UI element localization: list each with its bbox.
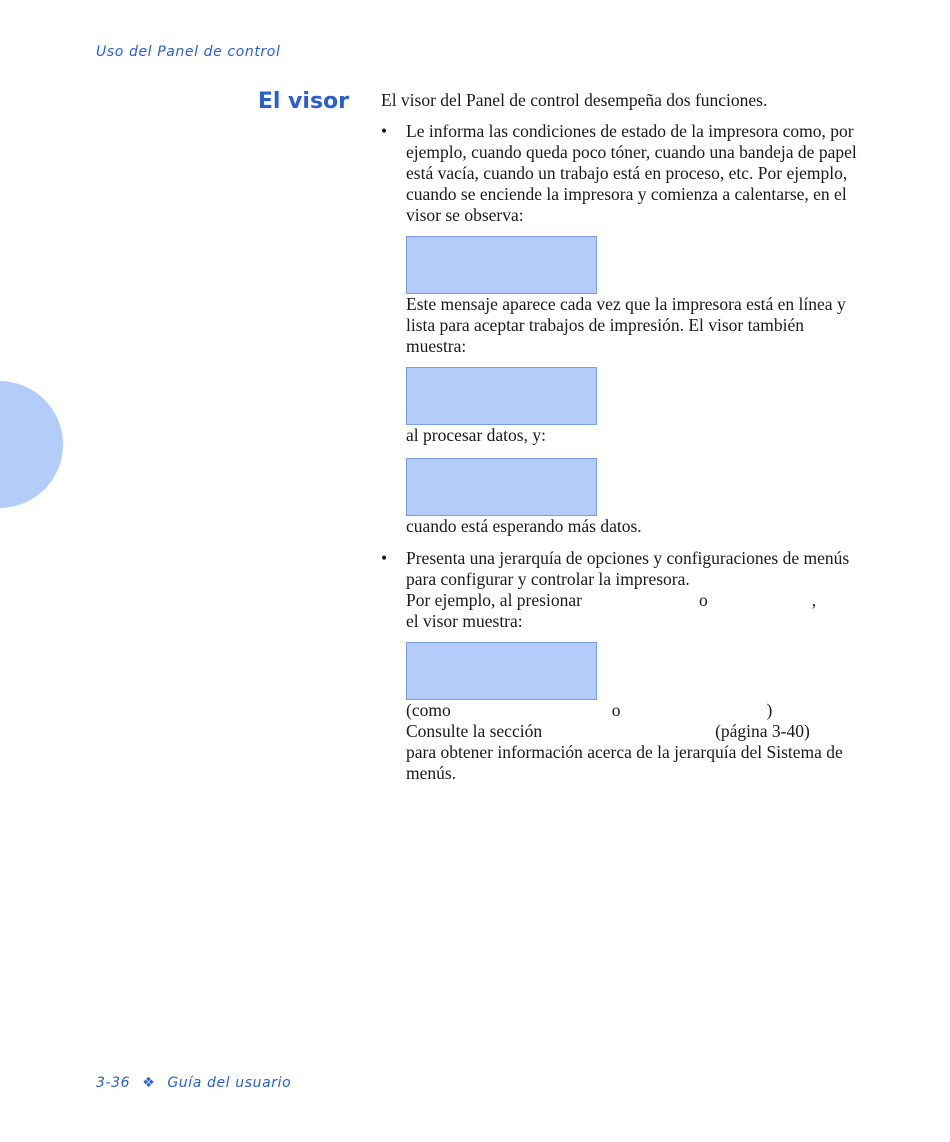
bullet-mark: • — [381, 548, 388, 568]
example-or: o — [698, 590, 708, 610]
bullet-status-text: Le informa las condiciones de estado de la impresora como, por ejemplo, cuando queda poco tóner, cuando una bandeja de papel está vacía, cuando un trabajo está en proceso, etc. Por ejemplo, cuando se enciende la impresora y comienza a calentarse, en el visor se observa: — [406, 121, 857, 225]
display-message-menu — [406, 642, 597, 700]
example-start: Por ejemplo, al presionar — [406, 590, 582, 610]
example-paragraph — [406, 590, 861, 632]
processing-explanation: al procesar datos, y: — [406, 425, 546, 445]
consult-paragraph — [406, 721, 861, 784]
page-number: 3-36 — [96, 1075, 131, 1091]
display-message-waiting — [406, 458, 597, 516]
paren-open: (como — [406, 700, 451, 720]
chapter-thumb-tab — [0, 381, 63, 508]
bullet-item-status — [381, 121, 861, 537]
page-footer — [96, 1075, 291, 1091]
diamond-separator-icon: ❖ — [142, 1075, 156, 1091]
body-text — [381, 90, 861, 784]
display-message-processing — [406, 367, 597, 425]
consult-end: para obtener información acerca de la jerarquía del Sistema de menús. — [406, 742, 843, 783]
section-heading: El visor — [257, 89, 349, 114]
paren-or: o — [611, 700, 621, 720]
footer-title: Guía del usuario — [167, 1075, 292, 1091]
example-end: el visor muestra: — [406, 611, 523, 631]
ready-explanation: Este mensaje aparece cada vez que la impresora está en línea y lista para aceptar trabajos de impresión. El visor también muestra: — [406, 294, 846, 356]
waiting-explanation: cuando está esperando más datos. — [406, 516, 642, 536]
bullet-mark: • — [381, 121, 388, 141]
display-message-ready — [406, 236, 597, 294]
consult-page: (página 3-40) — [715, 721, 810, 741]
consult-start: Consulte la sección — [406, 721, 543, 741]
bullet-item-menus — [381, 548, 861, 784]
parenthetical-line — [406, 700, 861, 721]
bullet-menus-text: Presenta una jerarquía de opciones y configuraciones de menús para configurar y controlar la impresora. — [406, 548, 850, 589]
intro-paragraph: El visor del Panel de control desempeña dos funciones. — [381, 90, 768, 110]
paren-close: ) — [766, 700, 773, 720]
running-head: Uso del Panel de control — [96, 44, 281, 60]
example-comma: , — [811, 590, 817, 610]
